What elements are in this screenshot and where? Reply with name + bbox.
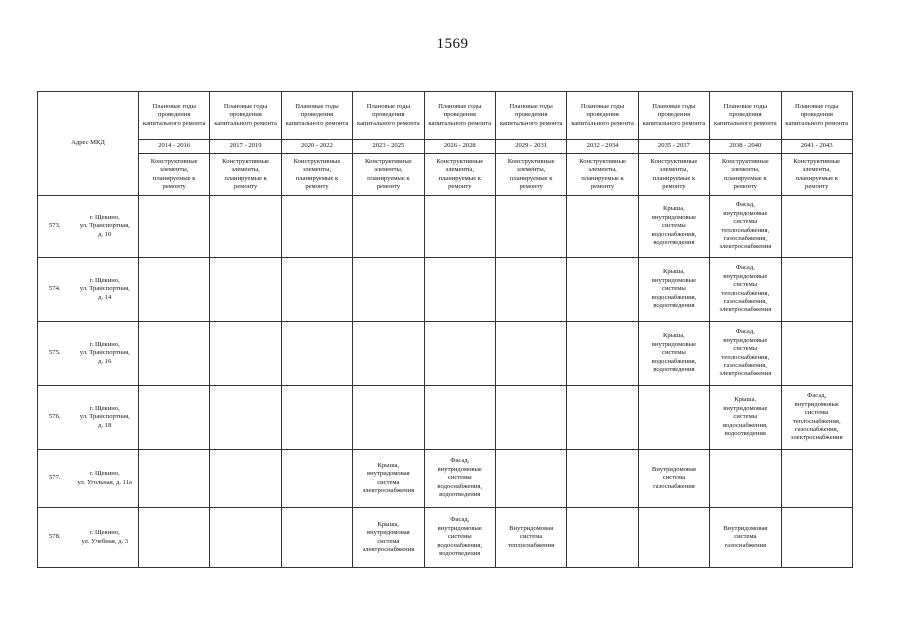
repair-works-cell xyxy=(495,258,566,322)
table-row xyxy=(38,258,853,322)
repair-works-cell: Внутридомовая система газоснабжения xyxy=(638,450,709,508)
repair-works-cell xyxy=(781,258,852,322)
repair-works-cell: Фасад, внутридомовые системы теплоснабжения, газоснабжения, электроснабжения xyxy=(710,196,781,258)
repair-works-cell xyxy=(139,386,210,450)
period-years: 2020 - 2022 xyxy=(281,140,352,154)
repair-works-cell xyxy=(495,322,566,386)
row-address: г. Щекино, ул. Транспортная, д. 14 xyxy=(72,258,139,322)
repair-works-cell xyxy=(567,196,638,258)
elements-label-header: Конструктивные элементы, планируемые к ремонту xyxy=(567,154,638,196)
elements-label-header: Конструктивные элементы, планируемые к ремонту xyxy=(139,154,210,196)
table-row xyxy=(38,386,853,450)
repair-works-cell xyxy=(495,196,566,258)
repair-works-cell xyxy=(424,322,495,386)
repair-works-cell xyxy=(353,386,424,450)
period-label-header: Плановые годы проведения капитального ремонта xyxy=(210,92,281,140)
period-label-header: Плановые годы проведения капитального ремонта xyxy=(638,92,709,140)
repair-works-cell xyxy=(210,386,281,450)
elements-label-header: Конструктивные элементы, планируемые к ремонту xyxy=(781,154,852,196)
repair-works-cell xyxy=(210,508,281,568)
elements-label-row xyxy=(38,154,853,196)
table-row xyxy=(38,450,853,508)
repair-works-cell: Фасад, внутридомовые системы теплоснабжения, газоснабжения, электроснабжения xyxy=(710,258,781,322)
period-label-header: Плановые годы проведения капитального ремонта xyxy=(567,92,638,140)
repair-works-cell xyxy=(210,196,281,258)
repair-works-cell xyxy=(424,196,495,258)
elements-label-header: Конструктивные элементы, планируемые к ремонту xyxy=(210,154,281,196)
elements-label-header: Конструктивные элементы, планируемые к ремонту xyxy=(281,154,352,196)
row-address: г. Щекино, ул. Учебная, д. 3 xyxy=(72,508,139,568)
repair-works-cell xyxy=(567,450,638,508)
repair-works-cell xyxy=(139,450,210,508)
repair-works-cell xyxy=(567,258,638,322)
repair-works-cell xyxy=(781,450,852,508)
repair-works-cell xyxy=(139,196,210,258)
row-number: 573. xyxy=(38,196,72,258)
row-number: 577. xyxy=(38,450,72,508)
capital-repair-schedule-table xyxy=(37,91,853,568)
repair-works-cell xyxy=(495,386,566,450)
period-years: 2017 - 2019 xyxy=(210,140,281,154)
repair-works-cell xyxy=(281,322,352,386)
table-body xyxy=(38,196,853,568)
repair-works-cell xyxy=(139,258,210,322)
repair-works-cell xyxy=(495,450,566,508)
repair-works-cell xyxy=(424,386,495,450)
repair-works-cell: Крыша, внутридомовые системы водоснабжения, водоотведения xyxy=(638,258,709,322)
repair-works-cell xyxy=(210,322,281,386)
table-row xyxy=(38,508,853,568)
repair-works-cell xyxy=(567,322,638,386)
row-number: 574. xyxy=(38,258,72,322)
repair-works-cell xyxy=(281,258,352,322)
repair-works-cell xyxy=(567,508,638,568)
elements-label-header: Конструктивные элементы, планируемые к ремонту xyxy=(424,154,495,196)
period-years: 2026 - 2028 xyxy=(424,140,495,154)
repair-works-cell xyxy=(353,322,424,386)
repair-works-cell: Крыша, внутридомовые системы водоснабжения, водоотведения xyxy=(710,386,781,450)
elements-label-header: Конструктивные элементы, планируемые к ремонту xyxy=(495,154,566,196)
period-label-header: Плановые годы проведения капитального ремонта xyxy=(781,92,852,140)
years-row xyxy=(38,140,853,154)
table-row xyxy=(38,322,853,386)
repair-works-cell xyxy=(281,450,352,508)
table-row xyxy=(38,196,853,258)
row-number: 576. xyxy=(38,386,72,450)
page-number: 1569 xyxy=(436,36,469,52)
repair-works-cell xyxy=(567,386,638,450)
repair-works-cell xyxy=(638,508,709,568)
repair-works-cell xyxy=(781,196,852,258)
period-label-header: Плановые годы проведения капитального ремонта xyxy=(495,92,566,140)
repair-works-cell xyxy=(353,196,424,258)
row-address: г. Щекино, ул. Транспортная, д. 10 xyxy=(72,196,139,258)
period-label-header: Плановые годы проведения капитального ремонта xyxy=(281,92,352,140)
repair-works-cell xyxy=(139,322,210,386)
repair-works-cell: Крыша, внутридомовые системы водоснабжения, водоотведения xyxy=(638,322,709,386)
repair-works-cell xyxy=(210,450,281,508)
period-label-header: Плановые годы проведения капитального ремонта xyxy=(139,92,210,140)
repair-works-cell: Крыша, внутридомовые системы водоснабжения, водоотведения xyxy=(638,196,709,258)
repair-works-cell: Фасад, внутридомовые системы водоснабжения, водоотведения xyxy=(424,508,495,568)
repair-works-cell xyxy=(353,258,424,322)
row-address: г. Щекино, ул. Угольная, д. 11а xyxy=(72,450,139,508)
period-years: 2035 - 2037 xyxy=(638,140,709,154)
repair-works-cell: Фасад, внутридомовые системы теплоснабжения, газоснабжения, электроснабжения xyxy=(710,322,781,386)
row-address: г. Щекино, ул. Транспортная, д. 16 xyxy=(72,322,139,386)
repair-works-cell xyxy=(781,322,852,386)
period-years: 2023 - 2025 xyxy=(353,140,424,154)
repair-works-cell: Крыша, внутридомовая система электроснабжения xyxy=(353,450,424,508)
repair-works-cell xyxy=(210,258,281,322)
elements-label-header: Конструктивные элементы, планируемые к ремонту xyxy=(353,154,424,196)
repair-works-cell: Внутридомовая система теплоснабжения xyxy=(495,508,566,568)
repair-works-cell xyxy=(424,258,495,322)
repair-works-cell xyxy=(781,508,852,568)
period-label-header: Плановые годы проведения капитального ремонта xyxy=(424,92,495,140)
elements-label-header: Конструктивные элементы, планируемые к ремонту xyxy=(638,154,709,196)
elements-label-header: Конструктивные элементы, планируемые к ремонту xyxy=(710,154,781,196)
repair-works-cell: Внутридомовая система газоснабжения xyxy=(710,508,781,568)
row-number: 578. xyxy=(38,508,72,568)
repair-works-cell xyxy=(139,508,210,568)
period-years: 2014 - 2016 xyxy=(139,140,210,154)
period-label-row xyxy=(38,92,853,140)
repair-works-cell: Фасад, внутридомовые системы теплоснабжения, газоснабжения, электроснабжения xyxy=(781,386,852,450)
row-number: 575. xyxy=(38,322,72,386)
period-label-header: Плановые годы проведения капитального ремонта xyxy=(710,92,781,140)
repair-works-cell xyxy=(638,386,709,450)
period-years: 2041 - 2043 xyxy=(781,140,852,154)
repair-works-cell xyxy=(281,196,352,258)
period-years: 2029 - 2031 xyxy=(495,140,566,154)
repair-works-cell: Фасад, внутридомовые системы водоснабжения, водоотведения xyxy=(424,450,495,508)
repair-works-cell xyxy=(281,508,352,568)
address-header: Адрес МКД xyxy=(38,92,139,196)
repair-works-cell xyxy=(710,450,781,508)
repair-works-cell: Крыша, внутридомовая система электроснабжения xyxy=(353,508,424,568)
period-years: 2038 - 2040 xyxy=(710,140,781,154)
period-years: 2032 - 2034 xyxy=(567,140,638,154)
row-address: г. Щекино, ул. Транспортная, д. 18 xyxy=(72,386,139,450)
repair-works-cell xyxy=(281,386,352,450)
period-label-header: Плановые годы проведения капитального ремонта xyxy=(353,92,424,140)
